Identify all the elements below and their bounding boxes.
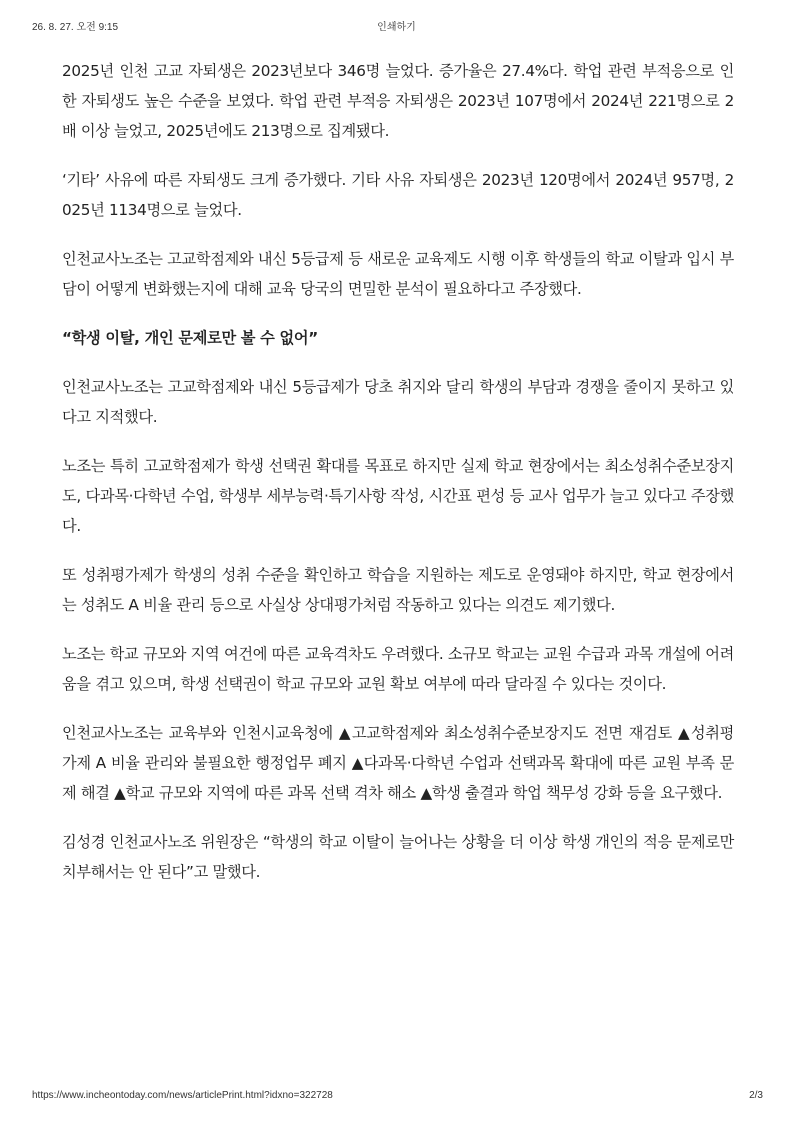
page-number: 2/3 <box>749 1090 763 1101</box>
article-paragraph: 인천교사노조는 고교학점제와 내신 5등급제가 당초 취지와 달리 학생의 부담과 경쟁을 줄이지 못하고 있다고 지적했다. <box>62 378 734 426</box>
article-paragraph: 김성경 인천교사노조 위원장은 “학생의 학교 이탈이 늘어나는 상황을 더 이상 학생 개인의 적응 문제로만 치부해서는 안 된다”고 말했다. <box>62 833 734 881</box>
article-paragraph: 2025년 인천 고교 자퇴생은 2023년보다 346명 늘었다. 증가율은 27.4%다. 학업 관련 부적응으로 인한 자퇴생도 높은 수준을 보였다. 학업 관련 부적응 자퇴생은 2023년 107명에서 2024년 221명으로 2배 이상 늘었고, 2025년에도 213명으로 집계됐다. <box>62 62 734 140</box>
article-paragraph: ‘기타’ 사유에 따른 자퇴생도 크게 증가했다. 기타 사유 자퇴생은 2023년 120명에서 2024년 957명, 2025년 1134명으로 늘었다. <box>62 171 734 219</box>
article-paragraph: 인천교사노조는 교육부와 인천시교육청에 ▲고교학점제와 최소성취수준보장지도 전면 재검토 ▲성취평가제 A 비율 관리와 불필요한 행정업무 폐지 ▲다과목·다학년 수업과 선택과목 확대에 따른 교원 부족 문제 해결 ▲학교 규모와 지역에 따른 과목 선택 격차 해소 ▲학생 출결과 학업 책무성 강화 등을 요구했다. <box>62 724 734 802</box>
article-paragraph: 노조는 특히 고교학점제가 학생 선택권 확대를 목표로 하지만 실제 학교 현장에서는 최소성취수준보장지도, 다과목·다학년 수업, 학생부 세부능력·특기사항 작성, 시간표 편성 등 교사 업무가 늘고 있다고 주장했다. <box>62 457 734 535</box>
article-url: https://www.incheontoday.com/news/articlePrint.html?idxno=322728 <box>32 1090 333 1101</box>
print-datetime: 26. 8. 27. 오전 9:15 <box>32 22 119 33</box>
print-header <box>32 18 761 34</box>
article-paragraph: 노조는 학교 규모와 지역 여건에 따른 교육격차도 우려했다. 소규모 학교는 교원 수급과 과목 개설에 어려움을 겪고 있으며, 학생 선택권이 학교 규모와 교원 확보 여부에 따라 달라질 수 있다는 것이다. <box>62 645 734 693</box>
article-paragraph: 또 성취평가제가 학생의 성취 수준을 확인하고 학습을 지원하는 제도로 운영돼야 하지만, 학교 현장에서는 성취도 A 비율 관리 등으로 사실상 상대평가처럼 작동하고 있다는 의견도 제기했다. <box>62 566 734 614</box>
article-paragraph: 인천교사노조는 고교학점제와 내신 5등급제 등 새로운 교육제도 시행 이후 학생들의 학교 이탈과 입시 부담이 어떻게 변화했는지에 대해 교육 당국의 면밀한 분석이 필요하다고 주장했다. <box>62 250 734 298</box>
print-footer <box>32 1090 763 1106</box>
article-subheading: “학생 이탈, 개인 문제로만 볼 수 없어” <box>62 329 318 347</box>
print-title: 인쇄하기 <box>377 22 416 33</box>
article-body <box>62 56 734 906</box>
